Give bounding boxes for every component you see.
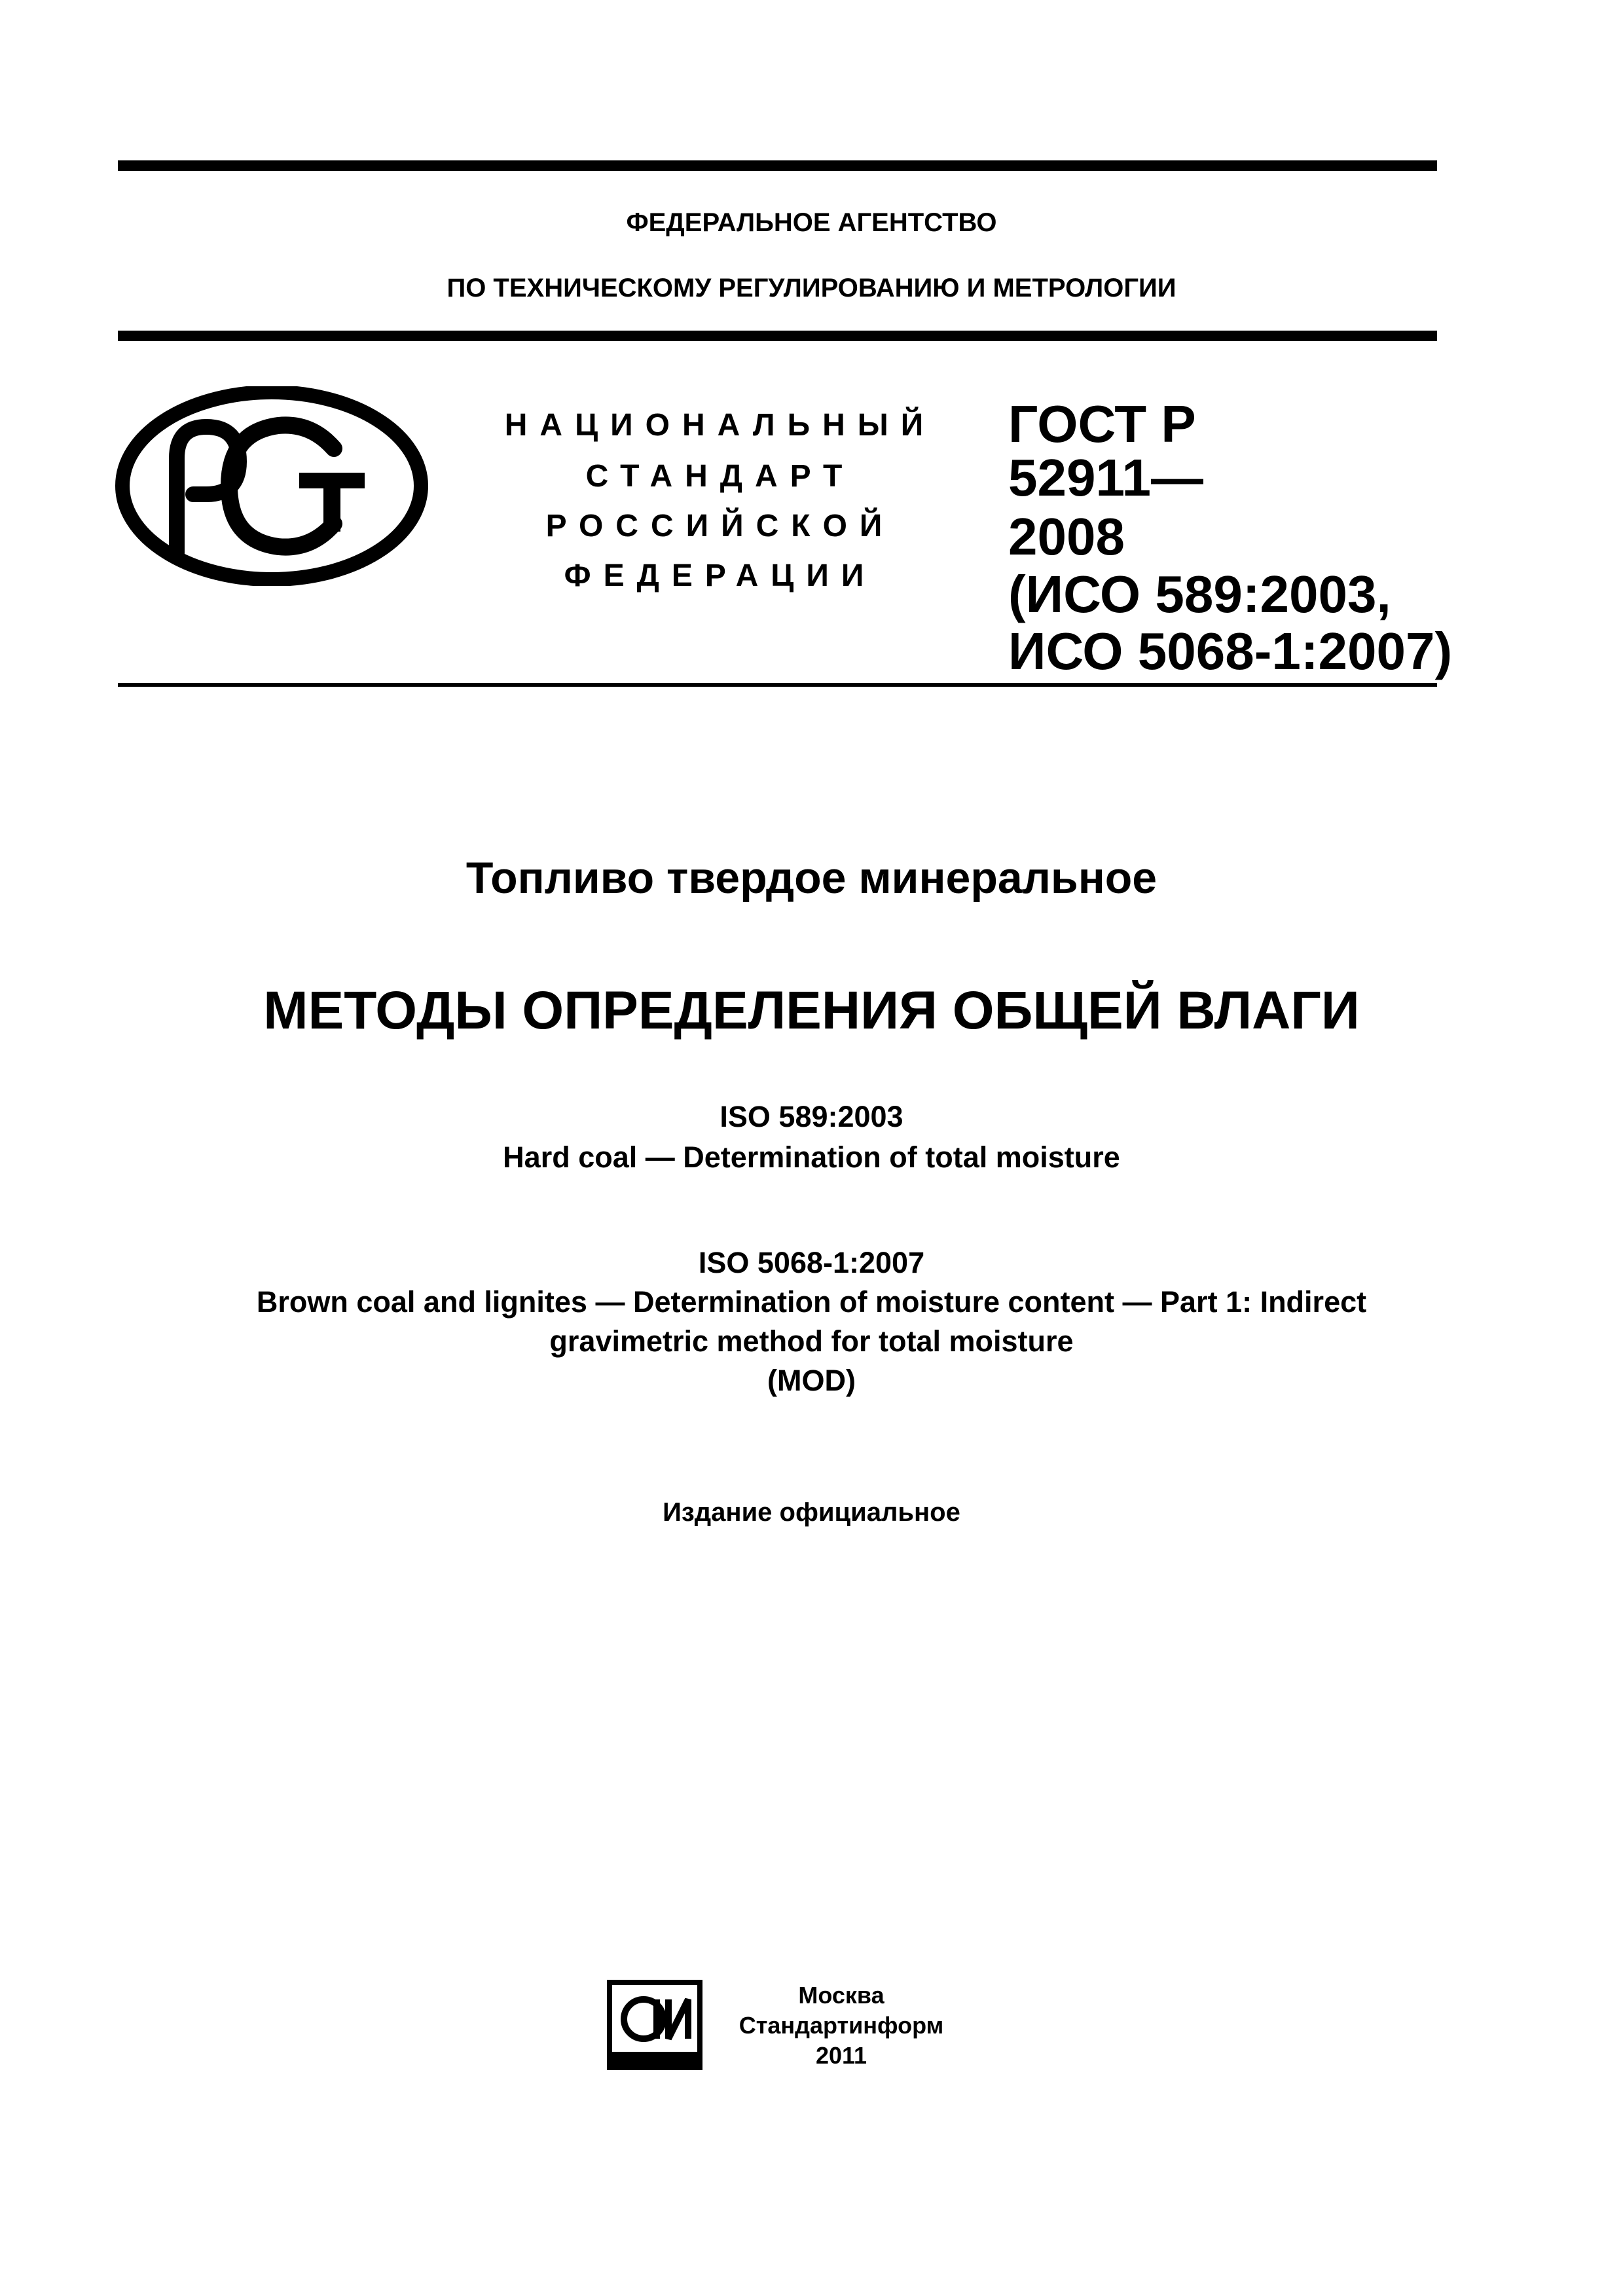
gost-designation-line-1: ГОСТ Р [1008,395,1196,453]
header-bottom-rule [118,331,1437,341]
gost-designation-line-4: (ИСО 589:2003, [1008,565,1391,623]
rst-logo [115,386,429,586]
national-standard-line-4: ФЕДЕРАЦИИ [564,558,877,593]
iso-ref-2-title-line-1: Brown coal and lignites — Determination of moisture content — Part 1: Indirect [256,1285,1367,1319]
iso-ref-1-code: ISO 589:2003 [720,1100,903,1133]
publisher-city: Москва [798,1982,884,2009]
iso-ref-2-code: ISO 5068-1:2007 [698,1246,925,1279]
publisher-logo [606,1978,704,2071]
iso-ref-2-title-line-2: gravimetric method for total moisture [549,1324,1074,1358]
top-rule [118,160,1437,171]
national-standard-line-2: СТАНДАРТ [585,459,855,494]
iso-ref-1-title: Hard coal — Determination of total moisture [503,1140,1120,1174]
gost-designation-line-2: 52911— [1008,448,1204,507]
national-standard-line-3: РОССИЙСКОЙ [545,509,895,543]
document-subtitle: Топливо твердое минеральное [465,853,1158,903]
publisher-name: Стандартинформ [739,2012,944,2039]
document-title: МЕТОДЫ ОПРЕДЕЛЕНИЯ ОБЩЕЙ ВЛАГИ [263,981,1360,1040]
official-edition-label: Издание официальное [663,1498,960,1527]
gost-designation-line-3: 2008 [1008,507,1125,566]
gost-designation-line-5: ИСО 5068-1:2007) [1008,622,1453,680]
designation-bottom-rule [118,683,1437,687]
agency-line-1: ФЕДЕРАЛЬНОЕ АГЕНТСТВО [626,208,997,237]
agency-line-2: ПО ТЕХНИЧЕСКОМУ РЕГУЛИРОВАНИЮ И МЕТРОЛОГИИ [447,274,1176,302]
national-standard-line-1: НАЦИОНАЛЬНЫЙ [504,408,936,443]
publisher-year: 2011 [815,2042,867,2069]
iso-ref-2-title-line-3: (MOD) [767,1364,856,1397]
